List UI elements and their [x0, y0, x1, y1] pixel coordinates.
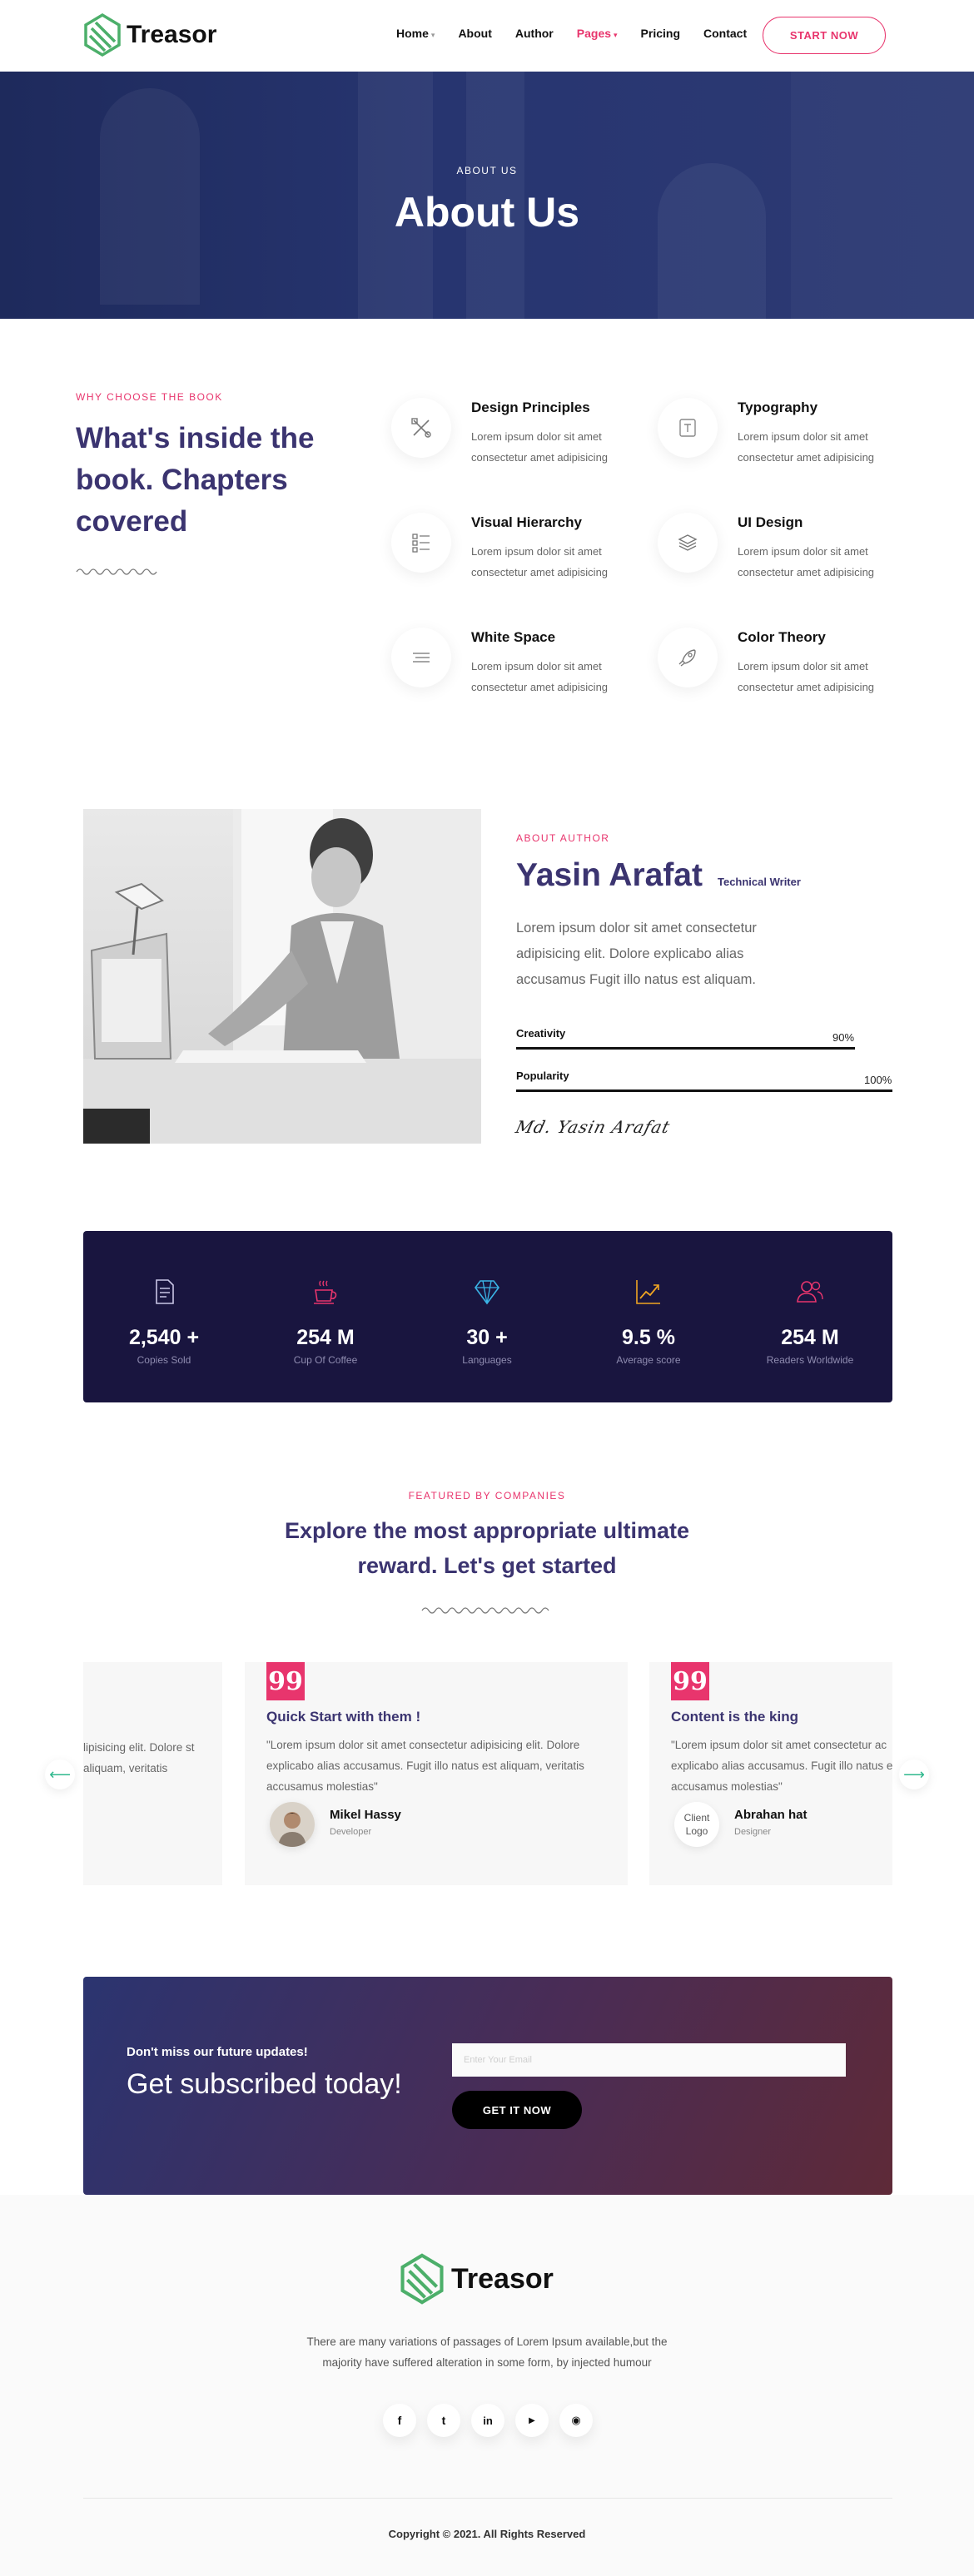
avatar [270, 1802, 315, 1847]
stat-value: 254 M [781, 1326, 839, 1349]
feature-desc: Lorem ipsum dolor sit amet consectetur amet adipisicing [471, 545, 609, 578]
diamond-icon [473, 1278, 501, 1306]
get-it-now-button[interactable]: GET IT NOW [452, 2091, 582, 2129]
author-role: Technical Writer [717, 876, 801, 888]
nav-label: About [458, 27, 492, 40]
hero-title: About Us [394, 189, 580, 236]
coffee-icon [311, 1278, 340, 1306]
feature-title: Visual Hierarchy [471, 514, 582, 530]
author-heading [516, 857, 801, 894]
feature-desc: Lorem ipsum dolor sit amet consectetur amet adipisicing [738, 430, 875, 464]
testimonial-card [245, 1662, 628, 1885]
feature-title: White Space [471, 629, 556, 645]
testimonial-card [649, 1662, 892, 1885]
nav-label: Author [514, 27, 554, 40]
feature-title: Typography [738, 400, 818, 415]
stat-label: Copies Sold [137, 1354, 191, 1366]
feature-desc: Lorem ipsum dolor sit amet consectetur amet adipisicing [738, 660, 875, 693]
feature-desc: Lorem ipsum dolor sit amet consectetur amet adipisicing [471, 660, 609, 693]
stat-value: 30 + [466, 1326, 508, 1349]
wave-divider-icon [76, 566, 161, 578]
nav-label: Pricing [640, 27, 681, 40]
testimonial-text: lipisicing elit. Dolore st aliquam, veritatis [83, 1741, 195, 1774]
quote-icon: 99 [671, 1662, 709, 1700]
stat-languages [406, 1231, 568, 1402]
social-glyph: t [441, 2414, 446, 2427]
testimonial-title: Quick Start with them ! [266, 1709, 421, 1725]
nav-item-pricing[interactable] [641, 27, 680, 40]
stat-label: Languages [462, 1354, 512, 1366]
nav-label: Home [396, 27, 429, 40]
logo-mark-icon [83, 13, 122, 57]
skill-track [516, 1047, 855, 1050]
why-eyebrow: WHY CHOOSE THE BOOK [76, 391, 223, 403]
skill-bar-creativity [516, 1027, 892, 1050]
dribbble-icon[interactable] [559, 2404, 593, 2437]
testimonial-role: Designer [734, 1827, 772, 1837]
nav-label: Pages [576, 27, 612, 40]
stat-value: 2,540 + [128, 1326, 200, 1349]
stat-label: Cup Of Coffee [293, 1354, 358, 1366]
quote-icon: 99 [266, 1662, 305, 1700]
nav-item-about[interactable] [458, 27, 491, 40]
logo-text: Treasor [127, 21, 217, 48]
featured-eyebrow: FEATURED BY COMPANIES [408, 1490, 566, 1501]
feature-white-space [391, 628, 641, 719]
testimonial-name: Mikel Hassy [330, 1808, 401, 1822]
youtube-icon[interactable] [515, 2404, 549, 2437]
nav-item-pages[interactable] [577, 27, 618, 40]
stat-average-score [568, 1231, 729, 1402]
linkedin-icon[interactable] [471, 2404, 504, 2437]
author-eyebrow: ABOUT AUTHOR [516, 832, 610, 844]
chevron-down-icon: ▾ [614, 31, 618, 39]
feature-desc: Lorem ipsum dolor sit amet consectetur amet adipisicing [471, 430, 609, 464]
footer-text: There are many variations of passages of Lorem Ipsum available,but the majority have suffered alteration in some form, by injected humour [306, 2335, 668, 2369]
chevron-down-icon: ▾ [430, 31, 435, 39]
why-title: What's inside the book. Chapters covered [76, 422, 315, 538]
skill-percent: 100% [864, 1074, 892, 1086]
hero-bg-figure [658, 163, 766, 319]
subscribe-title: Get subscribed today! [127, 2068, 402, 2100]
stat-value: 9.5 % [622, 1326, 675, 1349]
social-glyph: ◉ [571, 2414, 581, 2426]
site-header [0, 0, 974, 72]
footer-logo[interactable] [400, 2253, 554, 2305]
feature-title: Color Theory [738, 629, 826, 645]
social-glyph: f [397, 2414, 402, 2427]
facebook-icon[interactable] [383, 2404, 416, 2437]
author-photo [83, 809, 481, 1144]
feature-typography [658, 398, 907, 489]
nav-item-home[interactable] [396, 27, 435, 40]
subscribe-kicker: Don't miss our future updates! [127, 2045, 308, 2059]
nav-item-contact[interactable] [703, 27, 747, 40]
stat-label: Readers Worldwide [766, 1354, 854, 1366]
users-icon [796, 1278, 824, 1306]
social-glyph: ▶ [529, 2415, 535, 2425]
layers-icon [658, 513, 718, 573]
subscribe-panel [83, 1977, 892, 2195]
testimonial-role: Developer [330, 1827, 372, 1837]
document-icon [150, 1278, 178, 1306]
author-bio: Lorem ipsum dolor sit amet consectetur adipisicing elit. Dolore explicabo alias accusamus Fugit illo natus est aliquam. [516, 921, 757, 987]
stats-panel [83, 1231, 892, 1402]
skill-track [516, 1089, 892, 1092]
stat-copies-sold [83, 1231, 245, 1402]
typography-icon [658, 398, 718, 458]
twitter-icon[interactable] [427, 2404, 460, 2437]
lines-icon [391, 628, 451, 687]
author-signature: Md. Yasin Arafat [514, 1117, 673, 1137]
copyright: Copyright © 2021. All Rights Reserved [388, 2528, 586, 2540]
stat-readers [729, 1231, 891, 1402]
feature-desc: Lorem ipsum dolor sit amet consectetur amet adipisicing [738, 545, 875, 578]
testimonial-text: "Lorem ipsum dolor sit amet consectetur adipisicing elit. Dolore explicabo alias accusamus. Fugit illo natus est aliquam, veritatis accusamus molestias" [266, 1739, 584, 1793]
feature-title: UI Design [738, 514, 803, 530]
email-input[interactable] [452, 2043, 846, 2077]
hierarchy-icon [391, 513, 451, 573]
featured-title: Explore the most appropriate ultimate reward. Let's get started [284, 1518, 690, 1578]
client-logo: Client Logo [674, 1802, 719, 1847]
stat-coffee [245, 1231, 406, 1402]
hero-subtitle: ABOUT US [456, 165, 518, 176]
hero-banner [0, 72, 974, 319]
logo-text: Treasor [451, 2262, 554, 2295]
trend-up-icon [634, 1278, 663, 1306]
social-glyph: in [483, 2414, 493, 2427]
skill-label: Creativity [516, 1027, 566, 1040]
feature-color-theory [658, 628, 907, 719]
testimonial-card-partial [83, 1662, 222, 1885]
skill-percent: 90% [832, 1031, 855, 1044]
feature-design-principles [391, 398, 641, 489]
start-now-button[interactable]: START NOW [763, 17, 886, 54]
feature-title: Design Principles [471, 400, 590, 415]
site-logo[interactable] [83, 13, 216, 57]
author-name: Yasin Arafat [516, 857, 703, 893]
wave-divider-icon [421, 1605, 553, 1616]
skill-bar-popularity [516, 1070, 892, 1092]
logo-mark-icon [400, 2253, 445, 2305]
testimonial-name: Abrahan hat [734, 1808, 808, 1822]
testimonial-title: Content is the king [671, 1709, 798, 1725]
site-footer [0, 2195, 974, 2576]
tools-icon [391, 398, 451, 458]
stat-value: 254 M [296, 1326, 355, 1349]
nav-item-author[interactable] [515, 27, 554, 40]
skill-label: Popularity [516, 1070, 569, 1082]
carousel-prev-arrow-icon[interactable]: ⟵ [45, 1760, 75, 1789]
feature-visual-hierarchy [391, 513, 641, 604]
rocket-icon [658, 628, 718, 687]
testimonial-text: "Lorem ipsum dolor sit amet consectetur ac explicabo alias accusamus. Fugit illo natus e accusamus molestias" [671, 1739, 892, 1793]
main-nav [396, 27, 770, 40]
feature-ui-design [658, 513, 907, 604]
stat-label: Average score [616, 1354, 681, 1366]
nav-label: Contact [703, 27, 748, 40]
footer-divider [83, 2498, 892, 2499]
carousel-next-arrow-icon[interactable]: ⟶ [899, 1760, 929, 1789]
